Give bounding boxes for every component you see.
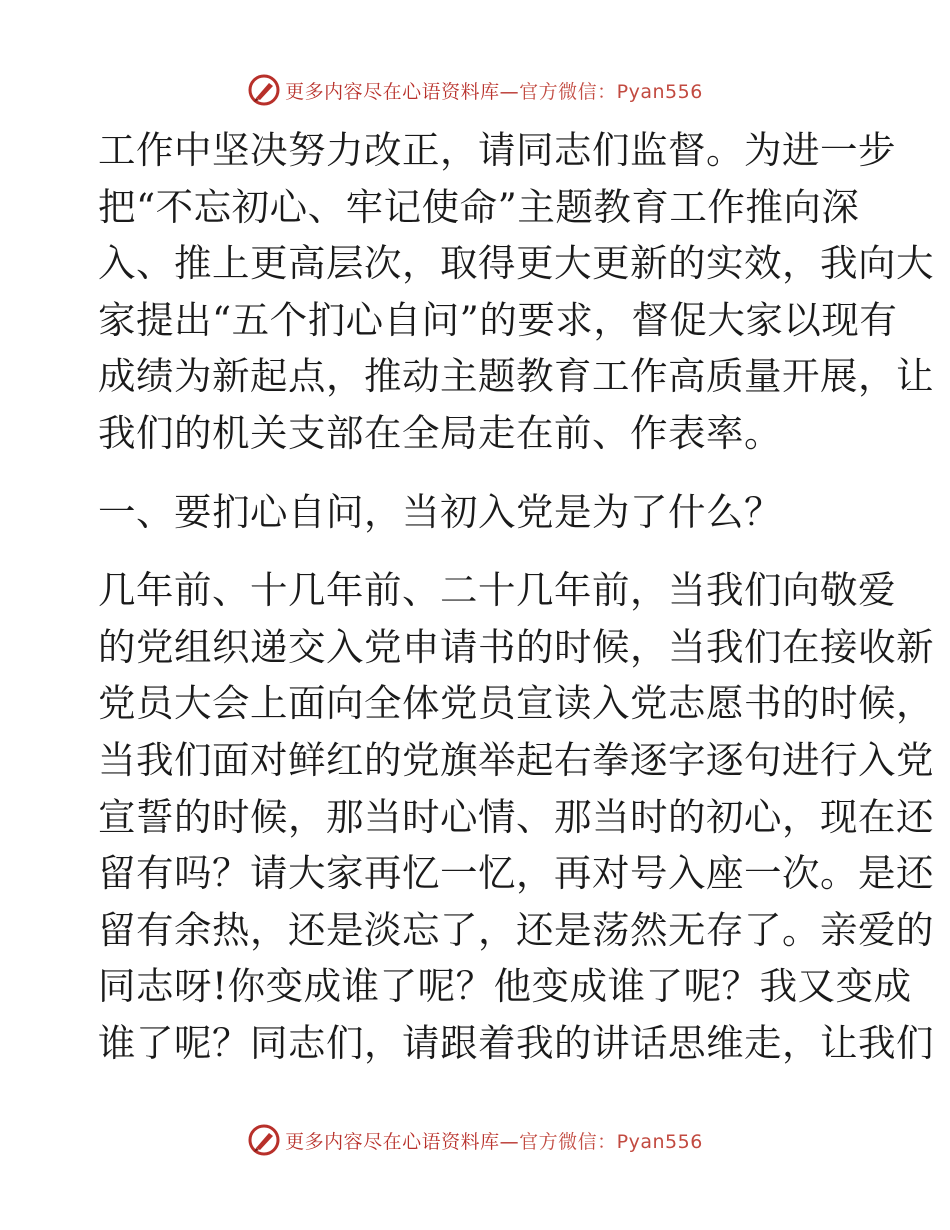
text-line: 宣誓的时候，那当时心情、那当时的初心，现在还 — [98, 794, 934, 839]
text-line: 留有余热，还是淡忘了，还是荡然无存了。亲爱的 — [98, 907, 934, 952]
watermark-text — [285, 77, 703, 104]
text-line: 入、推上更高层次，取得更大更新的实效，我向大 — [98, 241, 934, 286]
text-line: 几年前、十几年前、二十几年前，当我们向敬爱 — [98, 568, 896, 613]
heading-line: 一、要扪心自问，当初入党是为了什么？ — [98, 489, 782, 534]
watermark-brand: 更多内容尽在心语资料库 — [285, 80, 500, 103]
header-watermark — [0, 70, 950, 110]
section-heading — [98, 484, 858, 541]
watermark-text — [285, 1127, 703, 1154]
watermark-separator: — — [499, 1130, 520, 1153]
watermark-contact: 官方微信：Pyan556 — [519, 80, 703, 103]
text-line: 谁了呢？同志们，请跟着我的讲话思维走，让我们 — [98, 1020, 934, 1065]
watermark-contact: 官方微信：Pyan556 — [519, 1130, 703, 1153]
text-line: 当我们面对鲜红的党旗举起右拳逐字逐句进行入党 — [98, 737, 934, 782]
text-line: 把“不忘初心、牢记使命”主题教育工作推向深 — [98, 184, 860, 229]
document-body — [98, 122, 934, 1072]
pen-logo-icon — [247, 73, 281, 107]
text-line: 工作中坚决努力改正，请同志们监督。为进一步 — [98, 128, 896, 172]
footer-watermark — [0, 1120, 950, 1160]
paragraph-spacer — [98, 462, 858, 484]
watermark-separator: — — [499, 80, 520, 103]
text-line: 留有吗？请大家再忆一忆，再对号入座一次。是还 — [98, 851, 934, 896]
text-line: 党员大会上面向全体党员宣读入党志愿书的时候， — [98, 681, 934, 726]
paragraph-2 — [98, 562, 934, 1071]
paragraph-spacer — [98, 540, 858, 562]
paragraph-1 — [98, 122, 934, 462]
pen-logo-icon — [247, 1123, 281, 1157]
text-line: 我们的机关支部在全局走在前、作表率。 — [98, 410, 782, 455]
watermark-brand: 更多内容尽在心语资料库 — [285, 1130, 500, 1153]
text-line: 家提出“五个扪心自问”的要求，督促大家以现有 — [98, 297, 898, 342]
text-line: 成绩为新起点，推动主题教育工作高质量开展，让 — [98, 354, 934, 399]
text-line: 的党组织递交入党申请书的时候，当我们在接收新 — [98, 624, 934, 669]
text-line: 同志呀!你变成谁了呢？他变成谁了呢？我又变成 — [98, 964, 912, 1009]
